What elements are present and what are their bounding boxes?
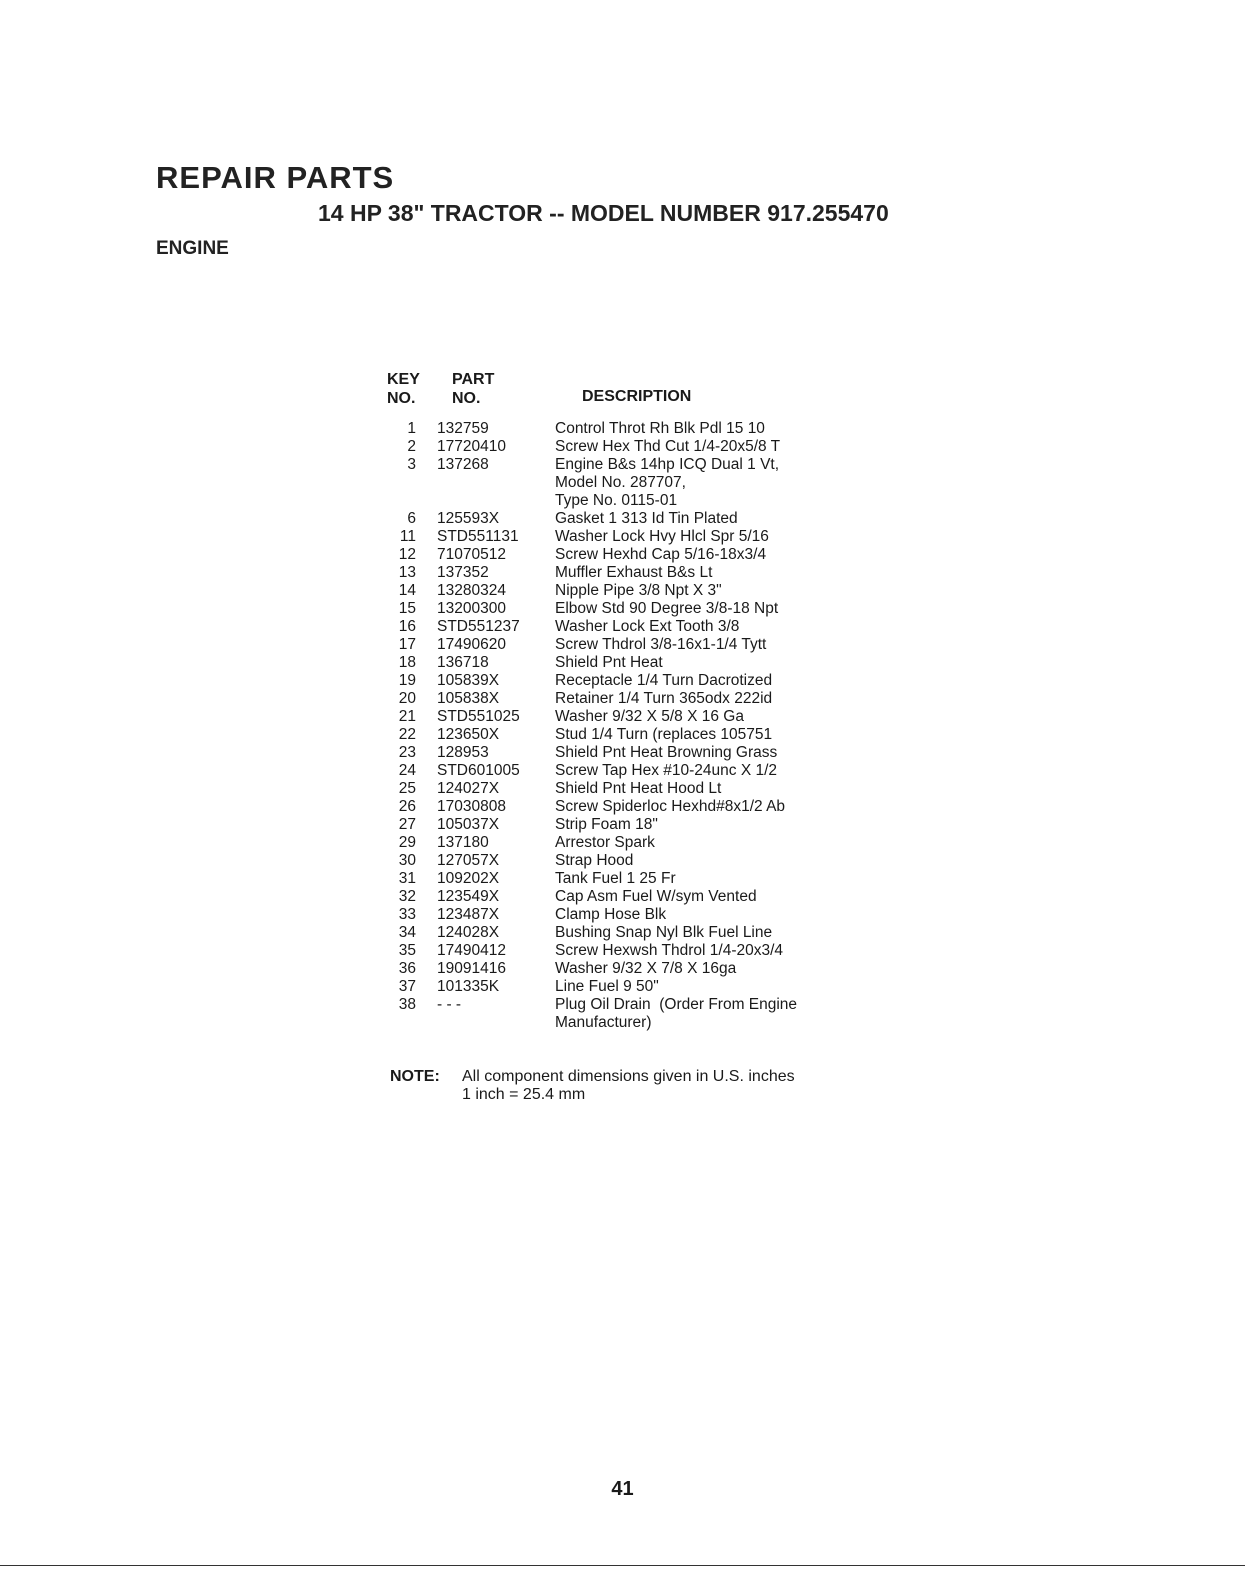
- table-row: [380, 708, 900, 726]
- part-description: [555, 690, 900, 708]
- table-row: [380, 438, 900, 456]
- part-number: STD551025: [437, 708, 520, 725]
- part-description: [555, 654, 900, 672]
- part-number: 13280324: [437, 582, 506, 599]
- table-row: [380, 780, 900, 798]
- description-line: Arrestor Spark: [555, 834, 655, 851]
- part-description: [555, 906, 900, 924]
- key-number: 13: [398, 564, 416, 581]
- model-heading: 14 HP 38" TRACTOR -- MODEL NUMBER 917.255470: [318, 200, 889, 226]
- key-number: 32: [398, 888, 416, 905]
- part-number: STD551131: [437, 528, 519, 545]
- description-line: Clamp Hose Blk: [555, 906, 667, 923]
- key-number: 34: [398, 924, 416, 941]
- table-row: [380, 546, 900, 564]
- bottom-rule: [0, 1565, 1245, 1566]
- description-line: Screw Thdrol 3/8-16x1-1/4 Tytt: [555, 636, 767, 653]
- description-line: Model No. 287707,: [555, 474, 686, 491]
- table-row: [380, 870, 900, 888]
- table-row: [380, 636, 900, 654]
- key-header-line2: NO.: [387, 390, 416, 407]
- part-number: 17030808: [437, 798, 506, 815]
- description-line: Washer 9/32 X 7/8 X 16ga: [555, 960, 737, 977]
- table-row: [380, 852, 900, 870]
- key-number: 38: [398, 996, 416, 1013]
- key-number: 27: [398, 816, 416, 833]
- table-row: [380, 420, 900, 438]
- part-number: 123549X: [437, 888, 500, 905]
- part-number: 105037X: [437, 816, 500, 833]
- description-line: Control Throt Rh Blk Pdl 15 10: [555, 420, 765, 437]
- table-row: [380, 456, 900, 510]
- part-description: [555, 564, 900, 582]
- description-line: Cap Asm Fuel W/sym Vented: [555, 888, 757, 905]
- part-description: [555, 852, 900, 870]
- key-number: 2: [407, 438, 416, 455]
- table-row: [380, 582, 900, 600]
- part-description: [555, 528, 900, 546]
- note-line2: 1 inch = 25.4 mm: [462, 1086, 586, 1103]
- section-heading: ENGINE: [156, 238, 229, 259]
- description-line: Screw Tap Hex #10-24unc X 1/2: [555, 762, 778, 779]
- part-number: 101335K: [437, 978, 500, 995]
- part-number: 17720410: [437, 438, 506, 455]
- description-line: Muffler Exhaust B&s Lt: [555, 564, 713, 581]
- key-number: 16: [398, 618, 416, 635]
- key-number: 19: [398, 672, 416, 689]
- key-number: 18: [398, 654, 416, 671]
- key-number: 37: [398, 978, 416, 995]
- part-description: [555, 726, 900, 744]
- key-number: 3: [407, 456, 416, 473]
- key-number: 14: [398, 582, 416, 599]
- table-row: [380, 744, 900, 762]
- table-row: [380, 816, 900, 834]
- part-number: 127057X: [437, 852, 500, 869]
- part-description: [555, 942, 900, 960]
- part-number: - - -: [437, 996, 462, 1013]
- key-number: 31: [398, 870, 416, 887]
- description-line: Retainer 1/4 Turn 365odx 222id: [555, 690, 773, 707]
- part-number: 137352: [437, 564, 489, 581]
- part-description: [555, 780, 900, 798]
- page-number: 41: [611, 1478, 634, 1500]
- description-line: Elbow Std 90 Degree 3/8-18 Npt: [555, 600, 779, 617]
- table-row: [380, 726, 900, 744]
- part-description: [555, 672, 900, 690]
- description-line: Shield Pnt Heat Hood Lt: [555, 780, 722, 797]
- part-number: 124028X: [437, 924, 500, 941]
- note: [390, 1068, 795, 1104]
- description-line: Manufacturer): [555, 1014, 652, 1031]
- table-row: [380, 906, 900, 924]
- table-row: [380, 888, 900, 906]
- key-number: 29: [398, 834, 416, 851]
- part-number: 137268: [437, 456, 489, 473]
- description-column-header: DESCRIPTION: [582, 388, 692, 405]
- table-row: [380, 798, 900, 816]
- description-line: Plug Oil Drain (Order From Engine: [555, 996, 798, 1013]
- table-row: [380, 834, 900, 852]
- description-line: Shield Pnt Heat Browning Grass: [555, 744, 778, 761]
- part-number: 105839X: [437, 672, 500, 689]
- description-line: Washer Lock Hvy Hlcl Spr 5/16: [555, 528, 769, 545]
- table-row: [380, 762, 900, 780]
- description-line: Screw Spiderloc Hexhd#8x1/2 Ab: [555, 798, 786, 815]
- table-row: [380, 672, 900, 690]
- table-row: [380, 690, 900, 708]
- part-description: [555, 618, 900, 636]
- part-number: 71070512: [437, 546, 506, 563]
- part-description: [555, 744, 900, 762]
- key-header-line1: KEY: [387, 371, 420, 388]
- table-row: [380, 924, 900, 942]
- part-description: [555, 456, 900, 510]
- description-line: Screw Hexwsh Thdrol 1/4-20x3/4: [555, 942, 784, 959]
- part-number: 123487X: [437, 906, 500, 923]
- description-line: Shield Pnt Heat: [555, 654, 663, 671]
- key-number: 30: [398, 852, 416, 869]
- key-column-header: [387, 370, 420, 408]
- table-row: [380, 978, 900, 996]
- part-header-line1: PART: [452, 371, 495, 388]
- part-number: 17490620: [437, 636, 506, 653]
- part-column-header: [452, 370, 494, 408]
- key-number: 11: [399, 528, 416, 545]
- description-line: Strap Hood: [555, 852, 634, 869]
- part-description: [555, 600, 900, 618]
- description-line: Receptacle 1/4 Turn Dacrotized: [555, 672, 773, 689]
- part-number: 128953: [437, 744, 489, 761]
- key-number: 12: [398, 546, 416, 563]
- part-number: 132759: [437, 420, 489, 437]
- part-number: 125593X: [437, 510, 500, 527]
- table-row: [380, 960, 900, 978]
- key-number: 24: [398, 762, 416, 779]
- description-line: Strip Foam 18": [555, 816, 658, 833]
- description-line: Type No. 0115-01: [555, 492, 678, 509]
- part-number: 19091416: [437, 960, 506, 977]
- part-description: [555, 996, 900, 1032]
- table-row: [380, 654, 900, 672]
- part-number: STD601005: [437, 762, 520, 779]
- part-description: [555, 924, 900, 942]
- table-row: [380, 600, 900, 618]
- part-description: [555, 960, 900, 978]
- description-line: Nipple Pipe 3/8 Npt X 3": [555, 582, 722, 599]
- part-description: [555, 816, 900, 834]
- description-line: Screw Hex Thd Cut 1/4-20x5/8 T: [555, 438, 781, 455]
- key-number: 17: [398, 636, 416, 653]
- part-description: [555, 978, 900, 996]
- key-number: 36: [398, 960, 416, 977]
- description-line: Stud 1/4 Turn (replaces 105751: [555, 726, 773, 743]
- note-line1: All component dimensions given in U.S. inches: [462, 1068, 795, 1085]
- part-number: 17490412: [437, 942, 506, 959]
- part-number: 136718: [437, 654, 489, 671]
- part-number: 123650X: [437, 726, 500, 743]
- page-heading: REPAIR PARTS: [156, 160, 395, 195]
- key-number: 23: [398, 744, 416, 761]
- key-number: 1: [407, 420, 416, 437]
- description-line: Tank Fuel 1 25 Fr: [555, 870, 676, 887]
- part-description: [555, 870, 900, 888]
- part-header-line2: NO.: [452, 390, 481, 407]
- key-number: 25: [398, 780, 416, 797]
- part-description: [555, 708, 900, 726]
- table-row: [380, 564, 900, 582]
- key-number: 22: [398, 726, 416, 743]
- key-number: 21: [398, 708, 416, 725]
- part-description: [555, 888, 900, 906]
- table-row: [380, 942, 900, 960]
- part-description: [555, 762, 900, 780]
- key-number: 20: [398, 690, 416, 707]
- part-description: [555, 582, 900, 600]
- part-description: [555, 420, 900, 438]
- part-description: [555, 798, 900, 816]
- description-line: Gasket 1 313 Id Tin Plated: [555, 510, 738, 527]
- description-line: Screw Hexhd Cap 5/16-18x3/4: [555, 546, 767, 563]
- part-description: [555, 510, 900, 528]
- key-number: 33: [398, 906, 416, 923]
- parts-list: [380, 420, 900, 1032]
- table-row: [380, 528, 900, 546]
- part-description: [555, 438, 900, 456]
- part-number: 105838X: [437, 690, 500, 707]
- part-number: STD551237: [437, 618, 520, 635]
- part-number: 109202X: [437, 870, 500, 887]
- part-description: [555, 546, 900, 564]
- note-label: NOTE:: [390, 1068, 440, 1085]
- description-line: Bushing Snap Nyl Blk Fuel Line: [555, 924, 773, 941]
- key-number: 6: [407, 510, 416, 527]
- table-row: [380, 618, 900, 636]
- description-line: Washer Lock Ext Tooth 3/8: [555, 618, 740, 635]
- part-number: 124027X: [437, 780, 500, 797]
- part-number: 13200300: [437, 600, 506, 617]
- description-line: Engine B&s 14hp ICQ Dual 1 Vt,: [555, 456, 780, 473]
- table-row: [380, 510, 900, 528]
- key-number: 26: [398, 798, 416, 815]
- table-row: [380, 996, 900, 1032]
- part-description: [555, 834, 900, 852]
- key-number: 35: [398, 942, 416, 959]
- description-line: Washer 9/32 X 5/8 X 16 Ga: [555, 708, 744, 725]
- part-number: 137180: [437, 834, 489, 851]
- description-line: Line Fuel 9 50": [555, 978, 659, 995]
- part-description: [555, 636, 900, 654]
- key-number: 15: [398, 600, 416, 617]
